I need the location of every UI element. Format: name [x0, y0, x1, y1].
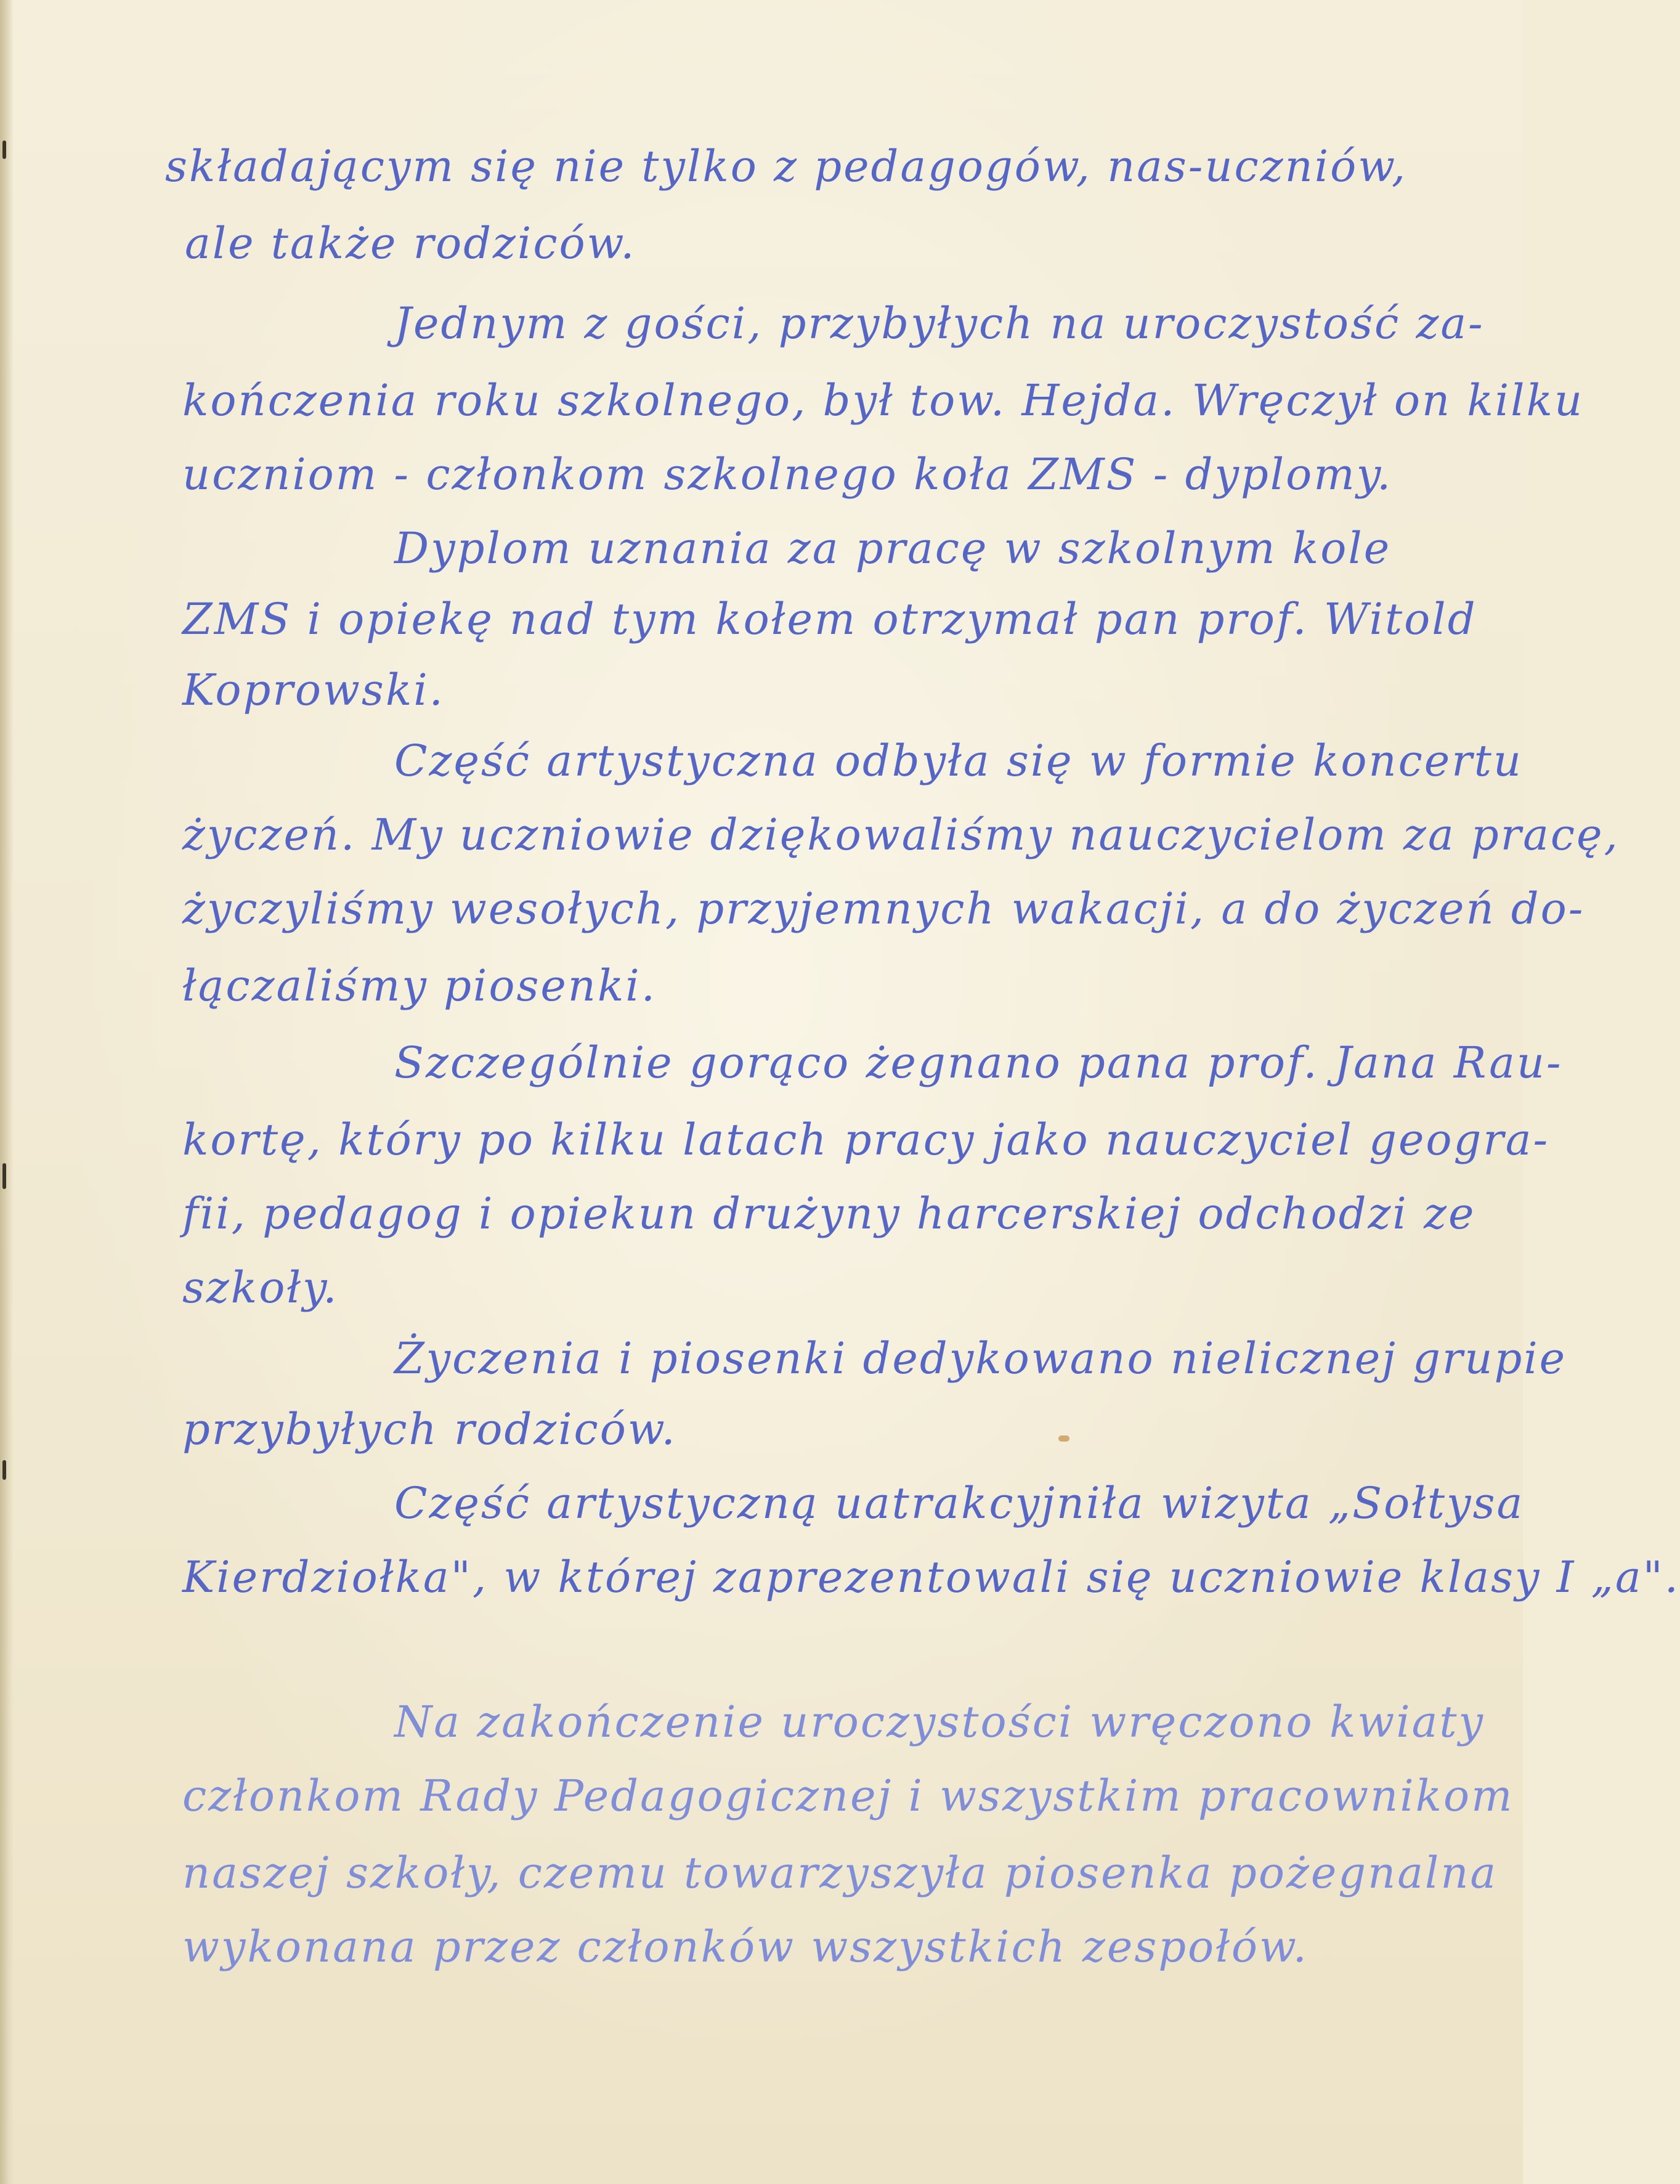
text-line: Dyplom uznania za pracę w szkolnym kole	[394, 523, 1392, 574]
text-line: członkom Rady Pedagogicznej i wszystkim pracownikom	[182, 1771, 1514, 1821]
text-line: Na zakończenie uroczystości wręczono kwiaty	[394, 1697, 1485, 1747]
text-line: ZMS i opiekę nad tym kołem otrzymał pan prof. Witold	[182, 594, 1477, 644]
text-line: szkoły.	[182, 1262, 339, 1313]
text-line: składającym się nie tylko z pedagogów, nas-uczniów,	[165, 141, 1408, 192]
text-line: fii, pedagog i opiekun drużyny harcerskiej odchodzi ze	[182, 1188, 1476, 1239]
text-line: życzyliśmy wesołych, przyjemnych wakacji, a do życzeń do-	[182, 883, 1585, 934]
text-line: ale także rodziców.	[185, 218, 636, 269]
text-line: Szczególnie gorąco żegnano pana prof. Jana Rau-	[394, 1037, 1563, 1088]
text-line: przybyłych rodziców.	[182, 1404, 677, 1455]
text-line: kończenia roku szkolnego, był tow. Hejda. Wręczył on kilku	[182, 375, 1585, 426]
text-line: łączaliśmy piosenki.	[182, 960, 657, 1011]
text-line: kortę, który po kilku latach pracy jako nauczyciel geogra-	[182, 1114, 1550, 1165]
text-line: naszej szkoły, czemu towarzyszyła piosenka pożegnalna	[182, 1848, 1498, 1898]
text-line: Część artystyczną uatrakcyjniła wizyta „Sołtysa	[394, 1478, 1525, 1528]
text-line: wykonana przez członków wszystkich zespołów.	[182, 1922, 1309, 1972]
text-line: Część artystyczna odbyła się w formie koncertu	[394, 736, 1523, 786]
text-line: Życzenia i piosenki dedykowano nielicznej grupie	[394, 1333, 1567, 1384]
text-line: Kierdziołka", w której zaprezentowali się uczniowie klasy I „a".	[182, 1552, 1680, 1602]
text-line: życzeń. My uczniowie dziękowaliśmy nauczycielom za pracę,	[182, 810, 1620, 860]
text-line: Koprowski.	[182, 665, 445, 715]
text-line: Jednym z gości, przybyłych na uroczystość za-	[394, 298, 1485, 349]
text-line: uczniom - członkom szkolnego koła ZMS - dyplomy.	[182, 449, 1393, 500]
